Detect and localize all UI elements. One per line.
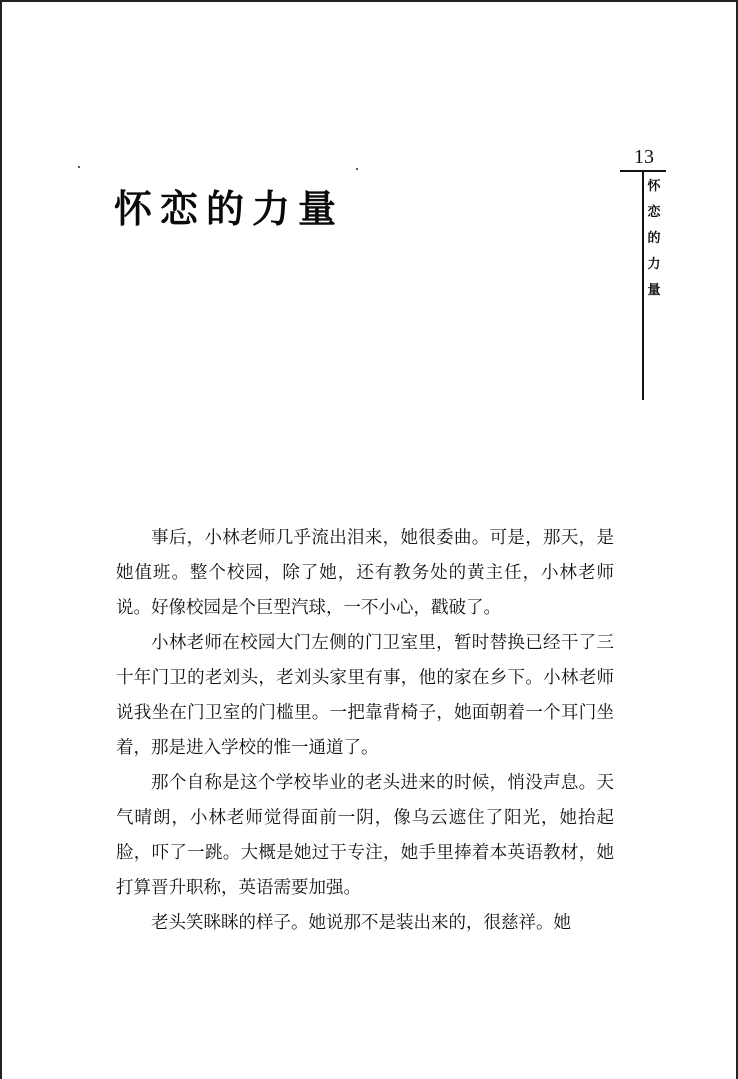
scan-speck bbox=[78, 166, 80, 168]
paragraph: 小林老师在校园大门左侧的门卫室里，暂时替换已经干了三十年门卫的老刘头，老刘头家里有事，他的家在乡下。小林老师说我坐在门卫室的门槛里。一把靠背椅子，她面朝着一个耳门坐着，那是进入学校的惟一通道了。 bbox=[116, 633, 614, 758]
paragraph: 那个自称是这个学校毕业的老头进来的时候，悄没声息。天气晴朗，小林老师觉得面前一阴，像乌云遮住了阳光，她抬起脸，吓了一跳。大概是她过于专注，她手里捧着本英语教材，她打算晋升职称，英语需要加强。 bbox=[116, 773, 614, 898]
running-head-char: 的 bbox=[647, 231, 661, 246]
paragraph: 事后，小林老师几乎流出泪来，她很委曲。可是，那天，是她值班。整个校园，除了她，还有教务处的黄主任，小林老师说。好像校园是个巨型汽球，一不小心，戳破了。 bbox=[116, 528, 614, 618]
paragraph: 老头笑眯眯的样子。她说那不是装出来的，很慈祥。她 bbox=[151, 913, 571, 933]
chapter-title: 怀恋的力量 bbox=[114, 187, 345, 231]
body-text bbox=[116, 521, 614, 941]
running-head bbox=[646, 178, 662, 300]
scan-speck bbox=[356, 168, 358, 170]
running-head-char: 恋 bbox=[647, 205, 661, 220]
page-number: 13 bbox=[634, 146, 654, 168]
running-head-char: 怀 bbox=[647, 179, 661, 194]
page-top-border bbox=[0, 0, 738, 2]
running-head-rule bbox=[642, 170, 644, 400]
page-left-border bbox=[0, 0, 2, 1079]
running-head-char: 力 bbox=[647, 257, 661, 272]
running-head-char: 量 bbox=[647, 283, 661, 298]
